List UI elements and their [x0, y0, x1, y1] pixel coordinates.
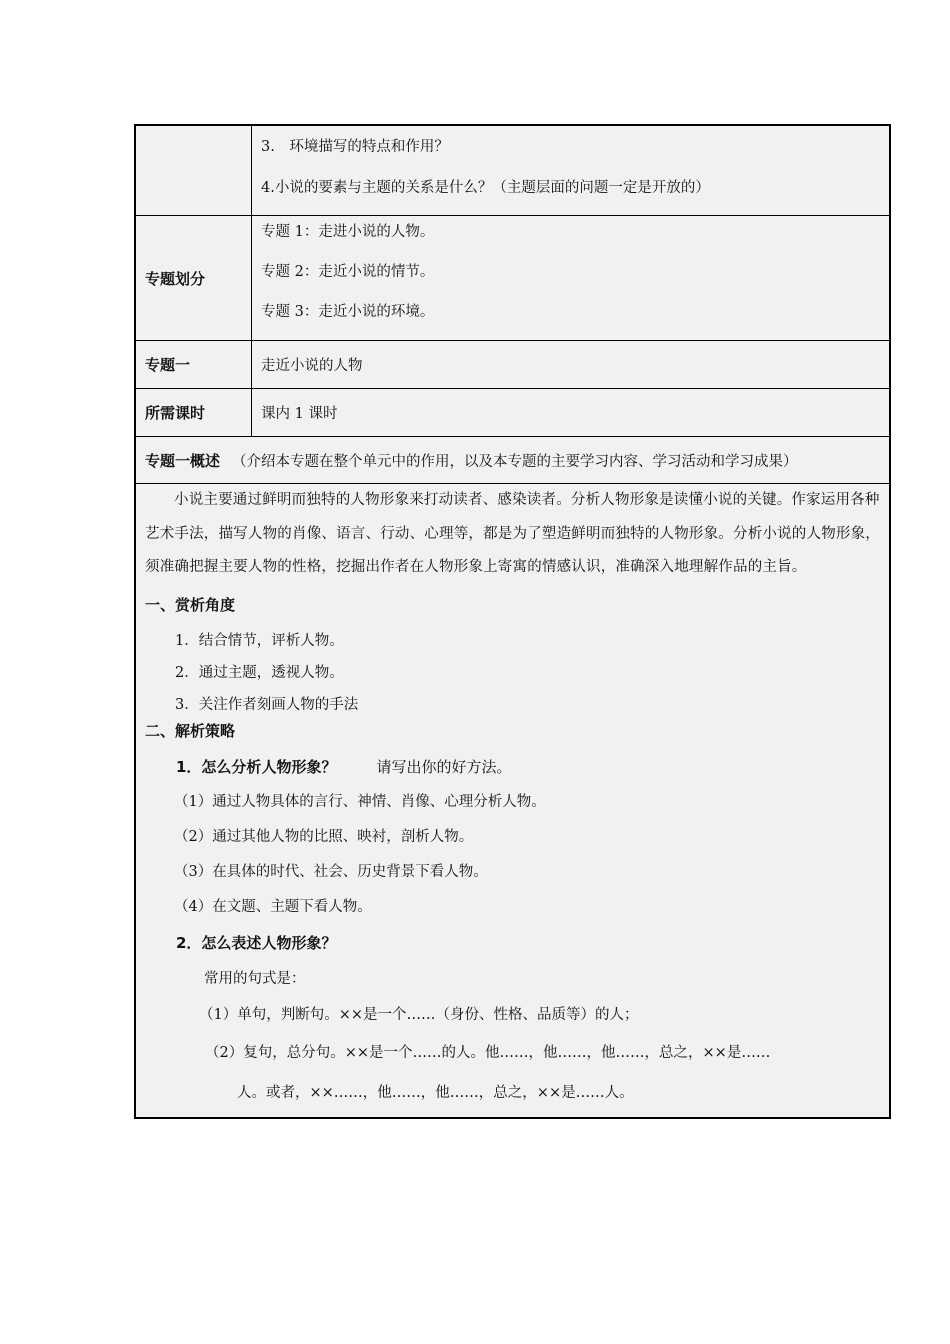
lead-text: 常用的句式是：: [204, 970, 306, 987]
section-title-2: 二、解析策略: [145, 721, 236, 740]
list-item: （2）通过其他人物的比照、映衬，剖析人物。: [174, 828, 474, 845]
list-item: （3）在具体的时代、社会、历史背景下看人物。: [174, 863, 488, 880]
row-label: 所需课时: [136, 389, 252, 436]
list-item: （4）在文题、主题下看人物。: [174, 898, 372, 915]
subsection-title-2: 2．怎么表述人物形象？: [176, 933, 337, 952]
list-item: 3．关注作者刻画人物的手法: [175, 696, 359, 713]
topic-item-1: 专题 1：走进小说的人物。: [261, 224, 435, 240]
sentence-pattern-1: （1）单句，判断句。××是一个……（身份、性格、品质等）的人；: [199, 1006, 639, 1023]
row-label: 专题划分: [136, 216, 252, 340]
sentence-pattern-2: （2）复句，总分句。××是一个……的人。他……，他……，他……，总之，××是……: [205, 1044, 771, 1061]
sentence-pattern-2-cont: 人。或者，××……，他……，他……，总之，××是……人。: [237, 1084, 634, 1101]
list-item: 2．通过主题，透视人物。: [175, 664, 344, 681]
row-value: 走近小说的人物: [261, 358, 363, 374]
list-item: （1）通过人物具体的言行、神情、肖像、心理分析人物。: [174, 793, 546, 810]
subsection-title-1: [145, 749, 880, 785]
subsection-tip: 请写出你的好方法。: [376, 757, 512, 776]
overview-body: [136, 484, 889, 1117]
question-4: 4.小说的要素与主题的关系是什么？（主题层面的问题一定是开放的）: [261, 180, 710, 196]
intro-paragraph: 小说主要通过鲜明而独特的人物形象来打动读者、感染读者。分析人物形象是读懂小说的关键。作家运用各种艺术手法，描写人物的肖像、语言、行动、心理等，都是为了塑造鲜明而独特的人物形象。分析小说的人物形象，须准确把握主要人物的性格，挖掘出作者在人物形象上寄寓的情感认识，准确深入地理解作品的主旨。: [145, 492, 880, 575]
section-title-1: 一、赏析角度: [145, 595, 236, 614]
topic-item-3: 专题 3：走近小说的环境。: [261, 304, 435, 320]
row-label-empty: [136, 126, 252, 215]
row-note: （介绍本专题在整个单元中的作用，以及本专题的主要学习内容、学习活动和学习成果）: [232, 453, 798, 470]
row-value: [252, 216, 889, 340]
table-row: [136, 341, 889, 389]
row-value: [252, 126, 889, 215]
row-label: 专题一: [136, 341, 252, 388]
question-3: 3. 环境描写的特点和作用？: [261, 139, 449, 155]
table-row: [136, 389, 889, 437]
lesson-table: [134, 124, 891, 1119]
table-row-body: [136, 484, 889, 1117]
topic-item-2: 专题 2：走近小说的情节。: [261, 264, 435, 280]
subsection-title-1-text: 1．怎么分析人物形象？: [176, 757, 337, 776]
row-value: 课内 1 课时: [261, 406, 338, 422]
list-item: 1．结合情节，评析人物。: [175, 632, 344, 649]
table-row: [136, 437, 889, 484]
table-row: [136, 126, 889, 216]
row-label: 专题一概述: [145, 451, 221, 470]
table-row: [136, 216, 889, 341]
